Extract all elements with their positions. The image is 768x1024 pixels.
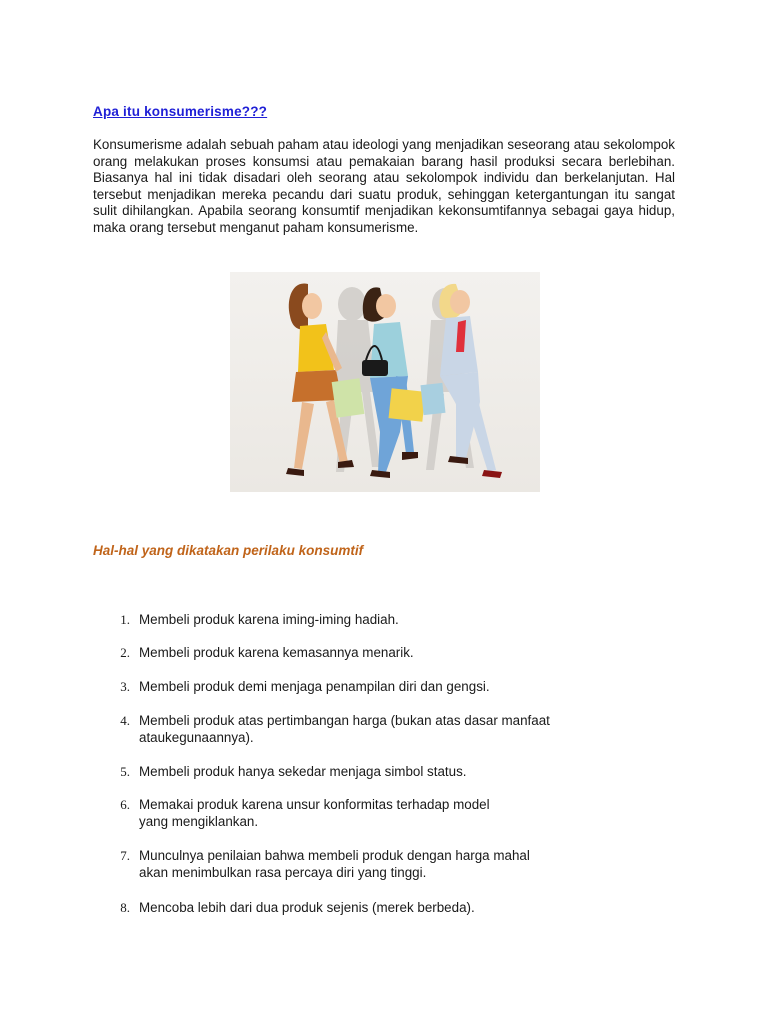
shopping-women-illustration <box>230 272 540 492</box>
list-text: Munculnya penilaian bahwa membeli produk dengan harga mahal akan menimbulkan rasa percaya diri yang tinggi. <box>139 848 530 880</box>
list-number: 4. <box>120 713 130 728</box>
list-number: 2. <box>120 645 130 660</box>
list-text: Membeli produk atas pertimbangan harga (bukan atas dasar manfaat ataukegunaannya). <box>139 713 550 745</box>
list-text: Membeli produk karena iming-iming hadiah. <box>139 612 399 627</box>
list-number: 6. <box>120 797 130 812</box>
heading-link[interactable]: Apa itu konsumerisme??? <box>93 104 268 119</box>
list-text: Membeli produk demi menjaga penampilan diri dan gengsi. <box>139 679 490 694</box>
list-number: 3. <box>120 679 130 694</box>
list-number: 7. <box>120 848 130 863</box>
intro-paragraph: Konsumerisme adalah sebuah paham atau ideologi yang menjadikan seseorang atau sekolompok orang melakukan proses konsumsi atau pemakaian barang hasil produksi secara berlebihan. Biasanya hal ini tidak disadari oleh seorang atau sekolompok individu dan berkelanjutan. Hal tersebut menjadikan mereka pecandu dari suatu produk, sehinggan ketergantungan itu sangat sulit dihilangkan. Apabila seorang konsumtif menjadikan kekonsumtifannya sebagai gaya hidup, maka orang tersebut menganut paham konsumerisme. <box>93 137 675 235</box>
section-heading: Hal-hal yang dikatakan perilaku konsumtif <box>93 543 364 558</box>
list-number: 8. <box>120 900 130 915</box>
list-text: Membeli produk hanya sekedar menjaga simbol status. <box>139 764 467 779</box>
list-number: 1. <box>120 612 130 627</box>
list-number: 5. <box>120 764 130 779</box>
list-text: Membeli produk karena kemasannya menarik. <box>139 645 414 660</box>
list-text: Mencoba lebih dari dua produk sejenis (merek berbeda). <box>139 900 475 915</box>
list-text: Memakai produk karena unsur konformitas terhadap model yang mengiklankan. <box>139 797 490 829</box>
